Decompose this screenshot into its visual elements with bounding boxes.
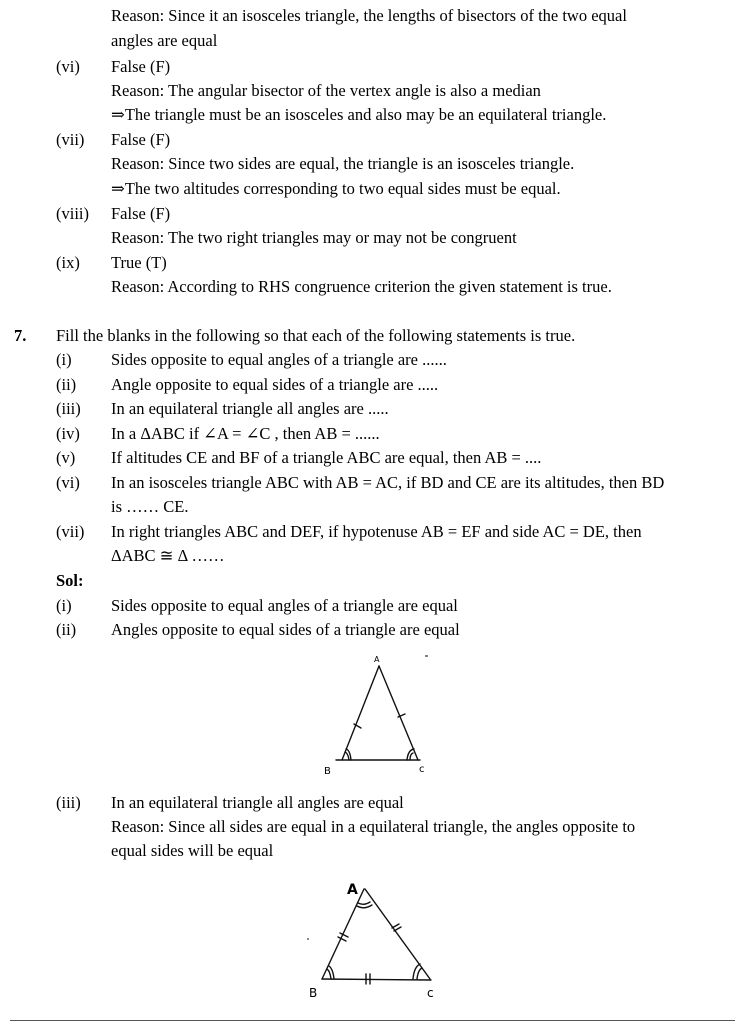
q7-part-v-number: (v) [56,448,76,467]
isosceles-triangle-figure [315,650,445,780]
sol-ii-text: Angles opposite to equal sides of a triangle are equal [111,620,460,639]
question-7-number: 7. [14,326,27,345]
q7-part-vi-text: In an isosceles triangle ABC with AB = AC, if BD and CE are its altitudes, then BD [111,473,665,492]
tick-mark-ac-1 [392,924,399,928]
angle-arc-a [358,902,370,904]
q7-part-vi-number: (vi) [56,473,80,492]
item-vii-answer: False (F) [111,130,171,149]
q7-part-vii-number: (vii) [56,522,85,541]
sol-iii-reason-1: Reason: Since all sides are equal in a equilateral triangle, the angles opposite to [111,817,636,836]
q7-part-vii-text-cont: ΔABC ≅ Δ …… [111,546,225,565]
sol-ii-number: (ii) [56,620,77,639]
vertex-label-a: A [347,882,358,898]
side-bc [322,979,431,980]
angle-arc-b [327,969,331,979]
reason-v-line2: angles are equal [111,31,218,50]
q7-part-ii-text: Angle opposite to equal sides of a triangle are ..... [111,375,439,394]
item-vii-reason-2: ⇒The two altitudes corresponding to two equal sides must be equal. [111,179,561,198]
angle-arc-b-inner [345,752,349,760]
vertex-label-c: c [419,764,425,775]
q7-part-iv-number: (iv) [56,424,80,443]
q7-part-vi-text-cont: is …… CE. [111,497,189,516]
item-vii-number: (vii) [56,130,85,149]
equilateral-triangle-figure [303,873,448,1005]
footer-rule [10,1020,735,1021]
vertex-label-c: c [427,986,434,1000]
item-viii-answer: False (F) [111,204,171,223]
reason-v-line1: Reason: Since it an isosceles triangle, the lengths of bisectors of the two equal [111,6,627,25]
item-ix-number: (ix) [56,253,80,272]
item-ix-reason-1: Reason: According to RHS congruence criterion the given statement is true. [111,277,612,296]
q7-part-ii-number: (ii) [56,375,77,394]
q7-part-i-text: Sides opposite to equal angles of a triangle are ...... [111,350,447,369]
vertex-label-b: B [309,986,318,1000]
angle-arc-c [417,968,422,979]
side-ac [379,666,418,760]
item-vi-answer: False (F) [111,57,171,76]
item-vi-reason-2: ⇒The triangle must be an isosceles and also may be an equilateral triangle. [111,105,607,124]
sol-iii-number: (iii) [56,793,81,812]
vertex-label-b: B [324,766,331,777]
item-ix-answer: True (T) [111,253,167,272]
sol-iii-text: In an equilateral triangle all angles are equal [111,793,404,812]
item-vi-reason-1: Reason: The angular bisector of the vertex angle is also a median [111,81,541,100]
vertex-label-a: A [374,655,380,664]
q7-part-iii-text: In an equilateral triangle all angles are ..... [111,399,389,418]
sol-i-text: Sides opposite to equal angles of a triangle are equal [111,596,458,615]
sol-i-number: (i) [56,596,72,615]
q7-part-iv-text: In a ΔABC if ∠A = ∠C , then AB = ...... [111,424,380,443]
item-vi-number: (vi) [56,57,80,76]
item-viii-number: (viii) [56,204,89,223]
solution-label: Sol: [56,571,84,590]
q7-part-iii-number: (iii) [56,399,81,418]
q7-part-v-text: If altitudes CE and BF of a triangle ABC are equal, then AB = .... [111,448,542,467]
angle-arc-c-inner [410,753,413,760]
side-ac [365,889,430,979]
tick-mark-ac-2 [394,927,401,931]
sol-iii-reason-2: equal sides will be equal [111,841,274,860]
q7-part-vii-text: In right triangles ABC and DEF, if hypotenuse AB = EF and side AC = DE, then [111,522,642,541]
side-ab [342,666,379,760]
q7-part-i-number: (i) [56,350,72,369]
question-7-prompt: Fill the blanks in the following so that each of the following statements is true. [56,326,576,345]
item-viii-reason-1: Reason: The two right triangles may or may not be congruent [111,228,517,247]
angle-arc-a-outer [357,905,372,908]
item-vii-reason-1: Reason: Since two sides are equal, the triangle is an isosceles triangle. [111,154,575,173]
